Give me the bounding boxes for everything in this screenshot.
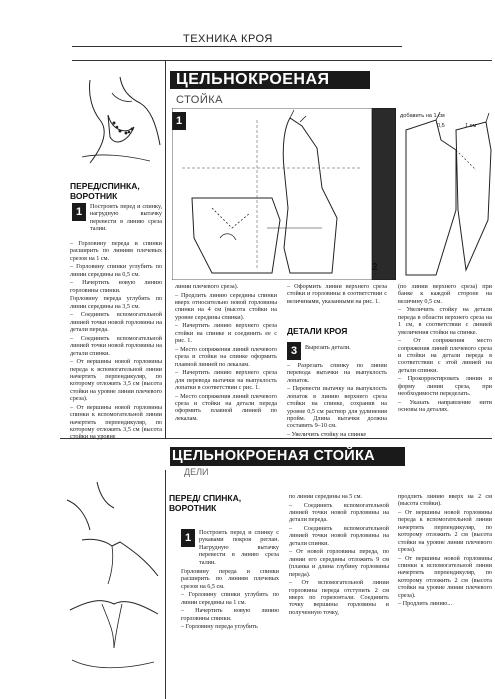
diagram-label: 0,5	[437, 123, 445, 129]
section1-title: ЦЕЛЬНОКРОЕНАЯ	[176, 71, 330, 88]
section1-column-3	[287, 283, 387, 306]
collar-sketch-illustration	[70, 75, 162, 165]
paragraph: – От вершины новой горловины переда к вспомогательной линии начертить перпендикуляр, по которому отложить 2 см (высота стойки на уровне линии плечевого среза).	[398, 509, 492, 554]
section2-column-2	[289, 493, 389, 617]
pattern-diagram-2	[396, 110, 494, 280]
figure-number-1: 1	[172, 112, 186, 130]
step-number-1b: 1	[181, 529, 195, 547]
paragraph: – От вершины новой горловины спинки к вспомогательной линии начертить перпендикуляр, по которому отложить 2 см (высота стойки на уровне линии плечевого среза).	[398, 554, 492, 599]
paragraph: Горловину переда и спинки расширить по линиям плечевых срезов на 6,5 см.	[181, 568, 279, 590]
paragraph: – Соединить вспомогательной линией точки новой горловины на детали переда.	[289, 501, 389, 524]
paragraph: – Продлить линию середины спинки вверх относительно новой горловины спинки на 4 см (высота стойки на уровне середины спинки).	[175, 291, 277, 321]
section1-column-2	[175, 283, 277, 423]
section2-step1-text: Построить перед и спинку с рукавами покроя реглан. Нагрудную вытачку перевести в линию среза талии.	[199, 529, 279, 566]
paragraph: – Разрезать спинку по линии перевода вытачки на выпуклость лопаток.	[287, 362, 387, 384]
paragraph: продлить линию вверх на 2 см (высота стойки).	[398, 493, 492, 508]
section2-left-heading: ПЕРЕД/ СПИНКА, ВОРОТНИК	[169, 493, 242, 513]
page-header: ТЕХНИКА КРОЯ	[183, 33, 273, 45]
header-rule	[72, 46, 402, 47]
paragraph: – От вершины новой горловины переда к вспомогательной линии начертить перпендикуляр, по которому отложить 3,5 см (высота стойки на уровне линии плечевого среза).	[70, 358, 162, 403]
pattern-diagram-1	[172, 108, 372, 280]
paragraph: – Место сопряжения линий плечевого среза и стойки на спинке оформить плавной линией по лекалам.	[175, 345, 277, 368]
left-column-divider	[165, 60, 166, 438]
paragraph: – Горловину переда углубить	[181, 623, 258, 631]
paragraph: Горловину переда углубить по линии середины на 3,5 см.	[70, 295, 162, 310]
figure-2-photo	[372, 108, 396, 280]
paragraph: (по линии верхнего среза) при банке к каждой стороне на величину 0,5 см.	[398, 283, 492, 305]
paragraph: – Увеличить стойку на детали переда в области верхнего среза на 1 см, в соответствии с линией увеличения стойки на спинке.	[398, 306, 492, 336]
paragraph: по линии середины на 5 см.	[289, 493, 363, 500]
paragraph: линии плечевого среза).	[175, 283, 239, 290]
paragraph: – Горловину переда и спинки расширить по линиям плечевых срезов на 1 см.	[70, 240, 162, 262]
section2-divider	[165, 470, 166, 699]
paragraph: – Горловину спинки углубить по линии середины на 1 см.	[181, 591, 279, 606]
paragraph: – Указать направление нити основы на деталях.	[398, 398, 492, 414]
paragraph: – От вспомогательной линии горловины переда отступить 2 см вверх по горизонтали. Соединить точку вершины горловины и полученную точку,	[289, 579, 389, 616]
paragraph: – От сопряжения место сопряжения линий плечевого среза и стойки на детали переда в соответствии с этой линией на детали спинки.	[398, 337, 492, 374]
step3-text: Вырезать детали.	[305, 344, 351, 351]
section2-column-3	[398, 493, 492, 609]
step1-text: Построить перед и спинку, нагрудную вытачку перевести в линию среза талии.	[90, 203, 162, 233]
section1-column-3b	[287, 362, 387, 440]
section1-subtitle: СТОЙКА	[176, 94, 224, 106]
paragraph: – Продлить линию...	[398, 600, 453, 608]
section1-top-rule	[72, 60, 492, 61]
paragraph: – Соединить вспомогательной линией точки новой горловины на детали спинки.	[289, 525, 389, 547]
paragraph: – Соединить вспомогательной линией точки новой горловины на детали спинки.	[70, 334, 162, 357]
diagram-label: 1 см	[465, 123, 477, 129]
paragraph: – Оформить линии верхнего среза стойки и горловины в соответствии с величинами, указанными на рис. 1.	[287, 283, 387, 305]
paragraph: – Начертить новую линию горловины спинки.	[181, 607, 279, 622]
section2-subtitle: ДЕЛИ	[184, 467, 209, 477]
section1-left-heading: ПЕРЕД/СПИНКА, ВОРОТНИК	[70, 181, 140, 201]
paragraph: – Соединить вспомогательной линией точки новой горловины на детали переда.	[70, 311, 162, 334]
diagram-label: добавить на 1 см	[400, 113, 445, 119]
paragraph: – Место сопряжения линий плечевого среза и стойки на детали переда оформить плавной линией по лекалам.	[175, 392, 277, 422]
details-heading: ДЕТАЛИ КРОЯ	[287, 326, 348, 336]
paragraph: – Увеличить стойку на спинке	[287, 431, 367, 439]
step-number-1: 1	[72, 203, 86, 221]
paragraph: – Начертить линию верхнего среза для перевода вытачки на выпуклость лопатки в соответствии с рис. 1.	[175, 369, 277, 392]
section1-column-1	[70, 240, 162, 442]
step-number-3: 3	[287, 342, 301, 360]
fashion-sketch-2	[62, 480, 162, 699]
paragraph: – Прокорректировать линии и форму линии среза, при необходимости переделать.	[398, 375, 492, 398]
section1-column-4	[398, 283, 492, 415]
section2-title: ЦЕЛЬНОКРОЕНАЯ СТОЙКА	[172, 448, 375, 464]
paragraph: – Перевести вытачку на выпуклость лопаток в линию верхнего среза стойки на спинке, сохранив на уровне 0,5 см раствор для удлинения пройм. Длина вытачки должна составить 9–10 см.	[287, 385, 387, 430]
paragraph: – От новой горловины переда, по линии его середины отложить 9 см (планка и длина глубину горловины переда).	[289, 548, 389, 578]
figure-number-2: 2	[372, 262, 378, 273]
paragraph: – От вершины новой горловины спинки к вспомогательной линии начертить перпендикуляр, по которому отложить 3,5 см (высота стойки на уровне	[70, 403, 162, 441]
paragraph: – Начертить линию верхнего среза стойки на спинке и соединить ее с рис. 1.	[175, 322, 277, 345]
paragraph: – Начертить новую линию горловины спинки.	[70, 279, 162, 294]
section2-column-1	[181, 568, 279, 632]
paragraph: – Горловину спинки углубить по линии середины на 0,5 см.	[70, 263, 162, 278]
